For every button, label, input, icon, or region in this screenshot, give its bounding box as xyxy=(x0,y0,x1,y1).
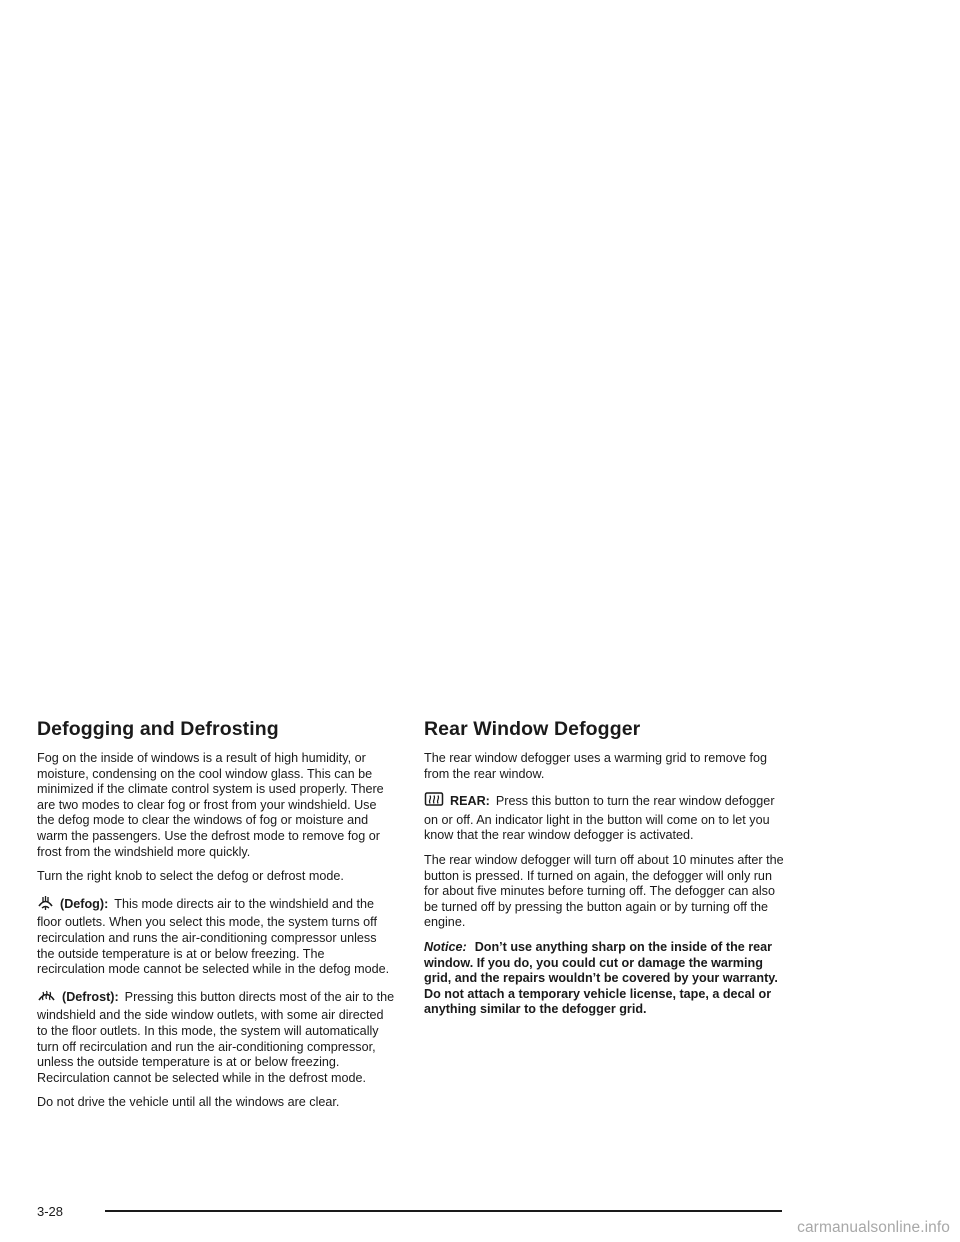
timer-paragraph: The rear window defogger will turn off about 10 minutes after the button is pressed. If turned on again, the defogger will only run for about five minutes before turning off. The defogger can also be turned off by pressing the button again or by turning off the engine. xyxy=(424,852,784,930)
page-number: 3-28 xyxy=(37,1204,64,1219)
rear-defogger-icon xyxy=(424,791,444,813)
defogging-section xyxy=(37,716,395,1120)
footer-rule xyxy=(105,1210,782,1212)
rear-defogger-intro: The rear window defogger uses a warming grid to remove fog from the rear window. xyxy=(424,751,768,781)
watermark: carmanualsonline.info xyxy=(797,1219,950,1236)
defrost-mode-paragraph xyxy=(37,987,395,1087)
notice-text: Don’t use anything sharp on the inside of the rear window. If you do, you could cut or damage the warming grid, and the repairs wouldn’t be covered by your warranty. Do not attach a temporary vehicle license, tape, a decal or anything similar to the defogger grid. xyxy=(424,939,778,1017)
defrost-description: Pressing this button directs most of the air to the windshield and the side window outlets, with some air directed to the floor outlets. In this mode, the system will automatically turn off recirculation and run the air-conditioning compressor, unless the outside temperature is at or below freezing. Recirculation cannot be selected while in the defrost mode. xyxy=(37,989,395,1085)
defog-label: (Defog): xyxy=(60,896,109,911)
rear-description: Press this button to turn the rear window defogger on or off. An indicator light in the button will come on to let you know that the rear window defogger is activated. xyxy=(424,794,775,843)
rear-label: REAR: xyxy=(450,794,490,809)
closing-note: Do not drive the vehicle until all the windows are clear. xyxy=(37,1095,340,1110)
defog-mode-paragraph xyxy=(37,894,395,978)
defrost-icon xyxy=(37,987,56,1009)
defog-description: This mode directs air to the windshield and the floor outlets. When you select this mode, the system turns off recirculation and runs the air-conditioning compressor unless the outside temperature is at or below freezing. The recirculation mode cannot be selected while in the defog mode. xyxy=(37,896,390,977)
notice-label: Notice: xyxy=(424,939,467,954)
notice-paragraph xyxy=(424,940,784,1018)
defogging-heading: Defogging and Defrosting xyxy=(37,718,279,740)
defogging-intro: Fog on the inside of windows is a result of high humidity, or moisture, condensing on the cool window glass. This can be minimized if the climate control system is used properly. There are two modes to clear fog or frost from your windshield. Use the defog mode to clear the windows of fog or moisture and warm the passengers. Use the defrost mode to remove fog or frost from the windshield more quickly. xyxy=(37,751,384,859)
knob-instruction: Turn the right knob to select the defog or defrost mode. xyxy=(37,869,344,884)
rear-defogger-heading: Rear Window Defogger xyxy=(424,718,641,740)
rear-button-paragraph xyxy=(424,791,784,844)
defrost-label: (Defrost): xyxy=(62,989,119,1004)
rear-defogger-section xyxy=(424,716,784,1027)
defog-icon xyxy=(37,894,54,916)
